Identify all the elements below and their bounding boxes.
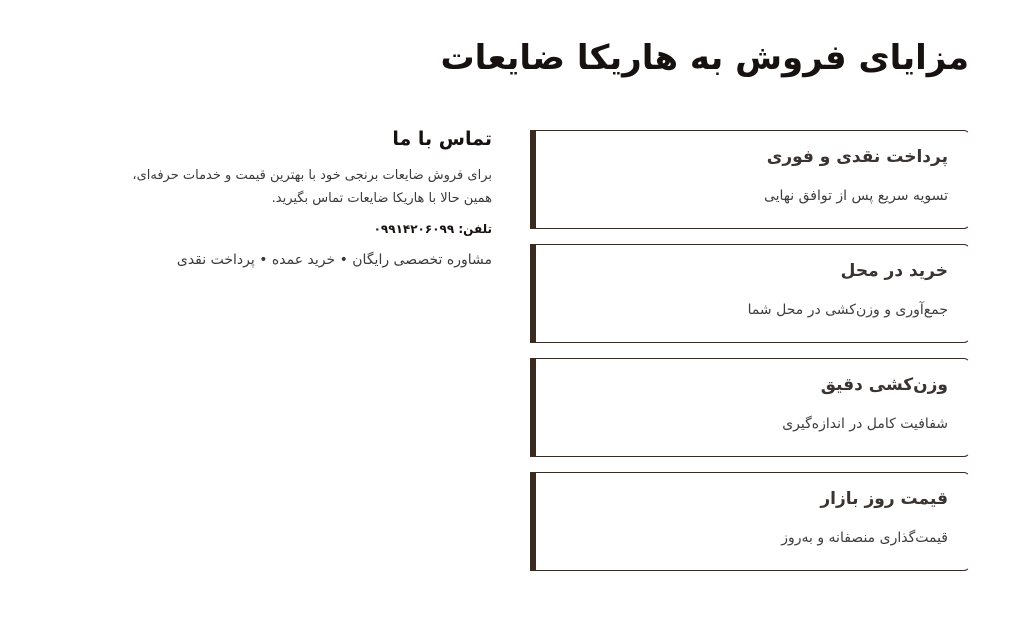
- feature-title: پرداخت نقدی و فوری: [766, 147, 948, 167]
- contact-section: [62, 128, 492, 268]
- feature-description: قیمت‌گذاری منصفانه و به‌روز: [781, 530, 948, 546]
- contact-title: تماس با ما: [392, 128, 492, 150]
- features-list: [530, 130, 970, 586]
- contact-services: مشاوره تخصصی رایگان • خرید عمده • پرداخت نقدی: [176, 252, 492, 268]
- feature-description: جمع‌آوری و وزن‌کشی در محل شما: [747, 302, 948, 318]
- feature-description: تسویه سریع پس از توافق نهایی: [763, 188, 948, 204]
- page-title: مزایای فروش به هاریکا ضایعات: [440, 38, 969, 78]
- feature-title: وزن‌کشی دقیق: [820, 375, 948, 395]
- feature-description: شفافیت کامل در اندازه‌گیری: [782, 416, 948, 432]
- contact-description-line: برای فروش ضایعات برنجی خود با بهترین قیمت و خدمات حرفه‌ای،: [132, 168, 492, 183]
- feature-card-market-price: [530, 472, 970, 571]
- feature-title: خرید در محل: [840, 261, 948, 281]
- contact-description-line: همین حالا با هاریکا ضایعات تماس بگیرید.: [271, 191, 492, 206]
- feature-card-onsite-purchase: [530, 244, 970, 343]
- contact-phone: تلفن: ۰۹۹۱۴۲۰۶۰۹۹: [373, 222, 492, 236]
- contact-description: [62, 164, 492, 210]
- feature-card-accurate-weighing: [530, 358, 970, 457]
- feature-card-cash-payment: [530, 130, 970, 229]
- feature-title: قیمت روز بازار: [820, 489, 948, 509]
